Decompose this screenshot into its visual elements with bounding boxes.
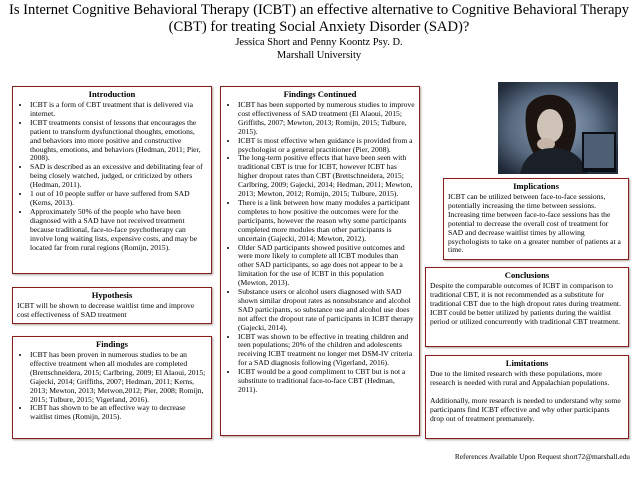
photo-person-at-computer: [498, 82, 618, 174]
poster-title-line-2: (CBT) for treating Social Anxiety Disorder (SAD)?: [168, 19, 470, 35]
limitations-paragraph-2: Additionally, more research is needed to understand why some participants find ICBT effective and why other participants drop out of treatment prematurely.: [430, 395, 621, 423]
poster-affiliation: Marshall University: [276, 50, 362, 61]
limitations-section: [425, 355, 629, 439]
hypothesis-section: [12, 287, 212, 324]
list-item: • 1 out of 10 people suffer or have suffered from SAD (Kerns, 2013).: [30, 190, 207, 208]
list-item: • ICBT is most effective when guidance is provided from a psychologist or a general practitioner (Pier, 2008).: [238, 137, 415, 155]
conclusions-heading: Conclusions: [504, 270, 550, 280]
conclusions-paragraph-2: ICBT could be better utilized by patients during the waitlist period or utilized concurrently with traditional CBT treatment.: [430, 307, 621, 326]
list-item: • ICBT was shown to be effective in treating children and teen populations; 20% of the children and adolescents receiving ICBT treatment no longer met DSM-IV criteria for a SAD diagnosis following (Vigerland, 2016).: [238, 333, 415, 369]
hypothesis-text: ICBT will be shown to decrease waitlist time and improve cost effectiveness of SAD treatment: [17, 301, 195, 319]
list-item: • ICBT has been proven in numerous studies to be an effective treatment when all modules are completed (Brettschneidera, 2015; Carlbring, 2009; El Alaoui, 2015; Gajecki, 2014; Griffiths, 2007; Hedman, 2011; Kerns, 2013; Mewton, 2013; Metwon,2012; Pier, 2008; Romijn, 2015; Tulbure, 2015; Vigerland, 2016).: [30, 351, 207, 404]
findings-heading: Findings: [95, 339, 128, 349]
poster-title-line-1: Is Internet Cognitive Behavioral Therapy (ICBT) an effective alternative to Cognitive Behavioral Therapy: [8, 2, 630, 18]
poster-header: [0, 2, 638, 62]
findings-continued-section: [220, 86, 420, 436]
list-item: • There is a link between how many modules a participant completes to how positive the outcomes were for the participants, however the reason why some participants completed more modules than other participants is uncertain (Gajecki, 2014; Mewton, 2012).: [238, 199, 415, 244]
introduction-heading: Introduction: [88, 89, 136, 99]
hypothesis-heading: Hypothesis: [91, 290, 133, 300]
list-item: • ICBT has been supported by numerous studies to improve cost effectiveness of SAD treatment (El Alaoui, 2015; Griffiths, 2007; Mewton, 2013; Romijn, 2015; Tulbure, 2015).: [238, 101, 415, 137]
list-item: • The long-term positive effects that have been seen with traditional CBT is true for ICBT, however ICBT has higher dropout rates than CBT (Brettschneidera, 2015; Carlbring, 2009; Gajecki, 2014; Hedman, 2011; Mewton, 2013; Mewton, 2012; Romijn, 2015; Tulbure, 2015).: [238, 154, 415, 199]
list-item: • Older SAD participants showed positive outcomes and were more likely to complete all ICBT modules than other SAD participants, so age does not appear to be a limitation for the use of ICBT in this population (Mewton, 2013).: [238, 244, 415, 289]
list-item: • ICBT would be a good compliment to CBT but is not a substitute to traditional face-to-face CBT (Hedman, 2011).: [238, 368, 415, 395]
introduction-section: [12, 86, 212, 274]
implications-text: ICBT can be utilized between face-to-face sessions, potentially increasing the time between sessions. Increasing time between face-to-face sessions has the potential to decrease the overall cost of treatment for SAD and decrease waitlist times by allowing psychologists to take on a greater number of patients at a time.: [448, 192, 621, 255]
list-item: • Approximately 50% of the people who have been diagnosed with a SAD have not received treatment because traditional, face-to-face psychotherapy can involve long waiting lists, expensive costs, and may be located far from rural regions (Romijn, 2015).: [30, 208, 207, 253]
list-item: • ICBT is a form of CBT treatment that is delivered via internet.: [30, 101, 207, 119]
findings-section: [12, 336, 212, 439]
list-item: • ICBT has shown to be an effective way to decrease waitlist times (Romijn, 2015).: [30, 404, 207, 422]
findings-list: [17, 351, 207, 422]
limitations-heading: Limitations: [505, 358, 549, 368]
photo-illustration: [498, 82, 618, 174]
conclusions-paragraph-1: Despite the comparable outcomes of ICBT in comparison to traditional CBT, it is not recommended as a substitute for traditional CBT due to the high dropout rates during treatment.: [430, 281, 621, 308]
implications-section: [443, 178, 629, 260]
list-item: • Substance users or alcohol users diagnosed with SAD shown similar dropout rates as nonsubstance and alcohol SAD participants, so substance use and alcohol use does not affect the dropout rate of participants in ICBT therapy (Gajecki, 2014).: [238, 288, 415, 333]
list-item: • SAD is described as an excessive and debilitating fear of being closely watched, judged, or criticized by others (Hedman, 2011).: [30, 163, 207, 190]
limitations-paragraph-1: Due to the limited research with these populations, more research is needed with rural and Appalachian populations.: [430, 369, 610, 387]
references-note: References Available Upon Request short72@marshall.edu: [454, 452, 630, 461]
introduction-list: [17, 101, 207, 252]
poster-authors: Jessica Short and Penny Koontz Psy. D.: [235, 37, 403, 48]
findings-continued-list: [225, 101, 415, 395]
implications-heading: Implications: [513, 181, 559, 191]
list-item: • ICBT treatments consist of lessons that encourages the patient to transform dysfunctional thoughts, emotions, and behaviors into more positive and constructive thoughts, emotions, and behaviors (Hedman, 2011; Pier, 2008).: [30, 119, 207, 164]
findings-continued-heading: Findings Continued: [283, 89, 357, 99]
conclusions-section: [425, 267, 629, 347]
